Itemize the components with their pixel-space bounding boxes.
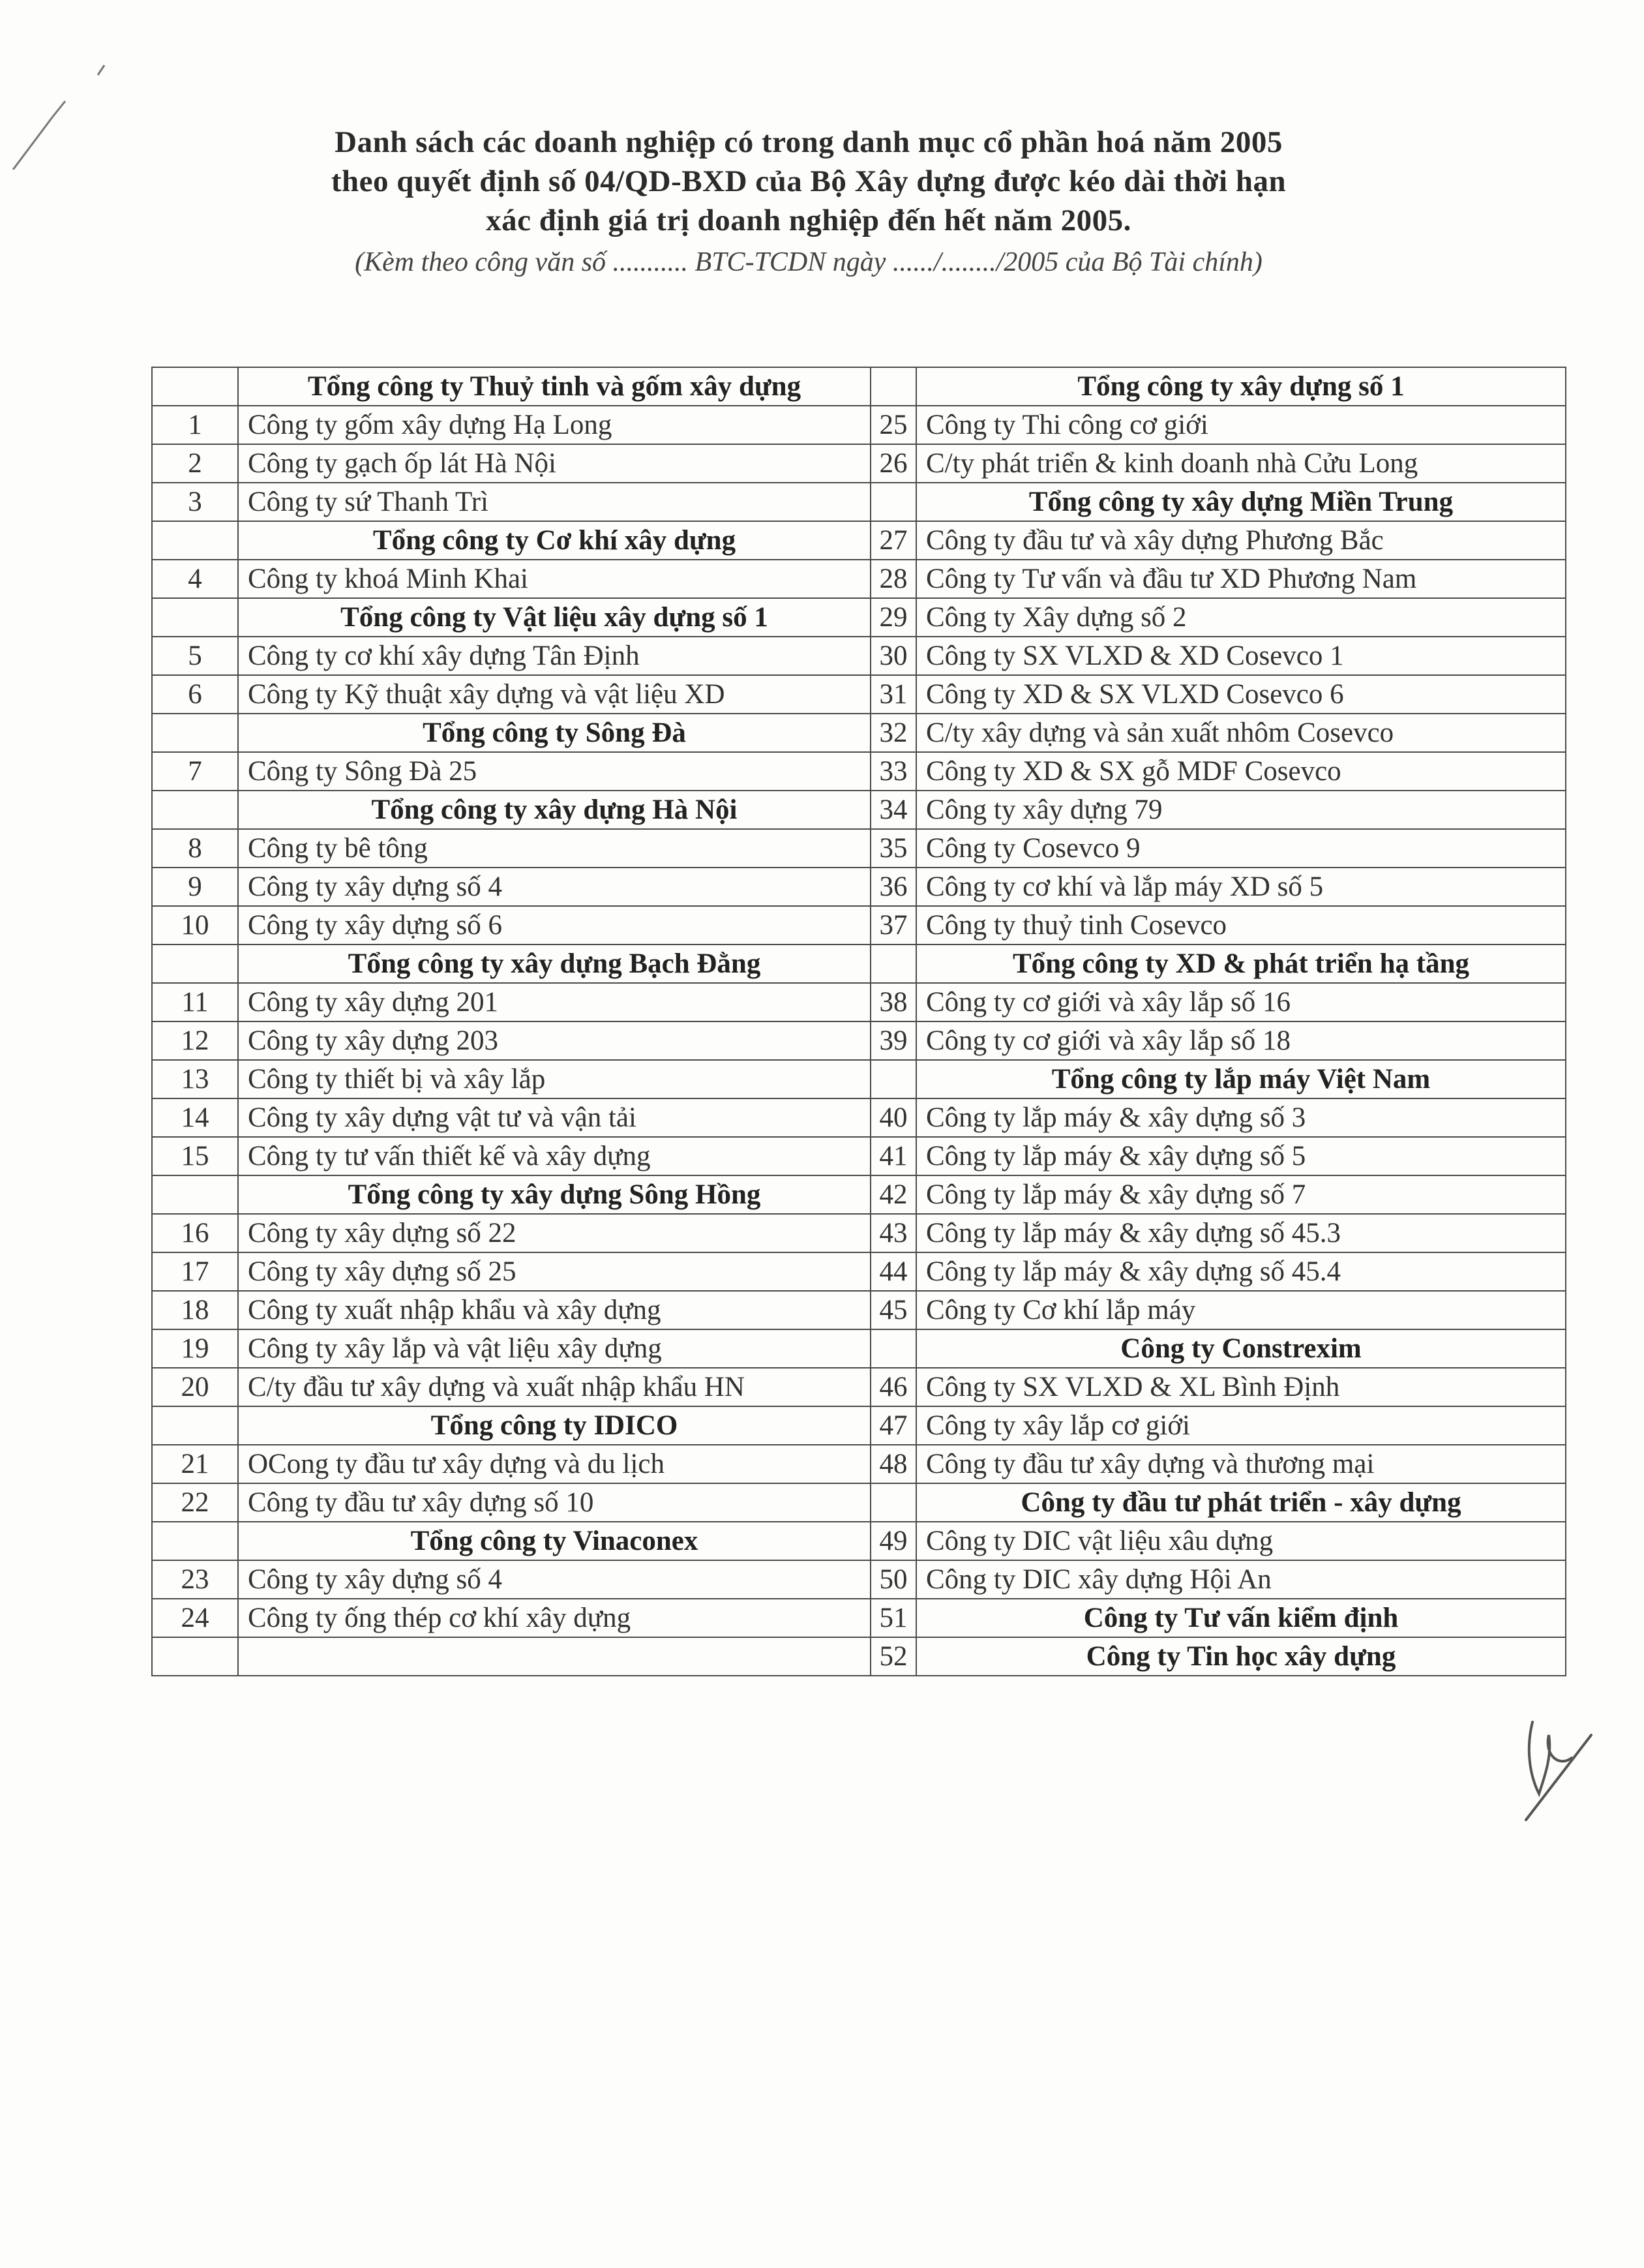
right-company-name: Công ty xây lắp cơ giới	[916, 1406, 1566, 1445]
right-company-name: Công ty cơ giới và xây lắp số 18	[916, 1021, 1566, 1060]
left-row-number	[152, 945, 238, 983]
left-row-number	[152, 791, 238, 829]
left-row-number: 22	[152, 1483, 238, 1522]
right-group-heading: Tổng công ty lắp máy Việt Nam	[916, 1060, 1566, 1098]
right-company-name: Công ty DIC xây dựng Hội An	[916, 1560, 1566, 1599]
right-row-number: 49	[871, 1522, 916, 1560]
left-company-name	[238, 1637, 871, 1676]
right-row-number	[871, 483, 916, 521]
right-row-number	[871, 1329, 916, 1368]
table-row	[152, 868, 1566, 906]
table-row	[152, 1291, 1566, 1329]
right-row-number	[871, 1483, 916, 1522]
right-group-heading: Tổng công ty xây dựng Miền Trung	[916, 483, 1566, 521]
right-company-name: Công ty lắp máy & xây dựng số 5	[916, 1137, 1566, 1175]
left-company-name: Công ty xây dựng số 22	[238, 1214, 871, 1252]
table-row	[152, 1175, 1566, 1214]
right-row-number: 28	[871, 560, 916, 598]
left-row-number	[152, 1522, 238, 1560]
table-row	[152, 1560, 1566, 1599]
left-row-number: 1	[152, 406, 238, 444]
table-body	[152, 367, 1566, 1676]
right-row-number: 31	[871, 675, 916, 714]
left-company-name: Công ty khoá Minh Khai	[238, 560, 871, 598]
left-row-number	[152, 598, 238, 637]
left-row-number: 16	[152, 1214, 238, 1252]
right-company-name: Công ty SX VLXD & XL Bình Định	[916, 1368, 1566, 1406]
left-row-number: 4	[152, 560, 238, 598]
scan-speck-mark	[0, 39, 130, 170]
table-row	[152, 1214, 1566, 1252]
left-company-name: Công ty xây dựng số 6	[238, 906, 871, 945]
left-company-name: Công ty xuất nhập khẩu và xây dựng	[238, 1291, 871, 1329]
signature-mark	[1513, 1696, 1617, 1826]
table-row	[152, 675, 1566, 714]
table-row	[152, 1329, 1566, 1368]
table-row	[152, 1098, 1566, 1137]
document-header	[196, 123, 1422, 280]
right-row-number: 47	[871, 1406, 916, 1445]
right-row-number	[871, 945, 916, 983]
left-company-name: Công ty xây dựng vật tư và vận tải	[238, 1098, 871, 1137]
left-row-number: 21	[152, 1445, 238, 1483]
left-company-name: Công ty Sông Đà 25	[238, 752, 871, 791]
table-row	[152, 791, 1566, 829]
left-group-heading: Tổng công ty xây dựng Hà Nội	[238, 791, 871, 829]
right-row-number: 44	[871, 1252, 916, 1291]
right-row-number: 52	[871, 1637, 916, 1676]
right-row-number: 33	[871, 752, 916, 791]
left-row-number: 9	[152, 868, 238, 906]
right-company-name: Công ty thuỷ tinh Cosevco	[916, 906, 1566, 945]
table-row	[152, 444, 1566, 483]
table-row	[152, 752, 1566, 791]
left-group-heading: Tổng công ty IDICO	[238, 1406, 871, 1445]
left-row-number: 14	[152, 1098, 238, 1137]
left-row-number: 20	[152, 1368, 238, 1406]
left-row-number: 2	[152, 444, 238, 483]
right-company-name: Công ty cơ giới và xây lắp số 16	[916, 983, 1566, 1021]
right-company-name: Công ty Xây dựng số 2	[916, 598, 1566, 637]
title-line-2: theo quyết định số 04/QD-BXD của Bộ Xây dựng được kéo dài thời hạn	[331, 164, 1287, 198]
right-row-number: 41	[871, 1137, 916, 1175]
table-row	[152, 1368, 1566, 1406]
left-group-heading: Tổng công ty Cơ khí xây dựng	[238, 521, 871, 560]
enterprise-table	[151, 367, 1566, 1676]
left-company-name: Công ty cơ khí xây dựng Tân Định	[238, 637, 871, 675]
right-company-name: Công ty xây dựng 79	[916, 791, 1566, 829]
right-group-heading: Công ty Constrexim	[916, 1329, 1566, 1368]
left-row-number: 5	[152, 637, 238, 675]
left-row-number: 13	[152, 1060, 238, 1098]
title-line-1: Danh sách các doanh nghiệp có trong danh mục cổ phần hoá năm 2005	[335, 125, 1283, 159]
right-company-name: Công ty XD & SX VLXD Cosevco 6	[916, 675, 1566, 714]
left-group-heading: Tổng công ty xây dựng Bạch Đằng	[238, 945, 871, 983]
table-row	[152, 1406, 1566, 1445]
left-company-name: Công ty ống thép cơ khí xây dựng	[238, 1599, 871, 1637]
left-row-number: 15	[152, 1137, 238, 1175]
table-row	[152, 1599, 1566, 1637]
right-company-name: Công ty Cosevco 9	[916, 829, 1566, 868]
table-row	[152, 1522, 1566, 1560]
left-company-name: Công ty bê tông	[238, 829, 871, 868]
right-company-name: Công ty SX VLXD & XD Cosevco 1	[916, 637, 1566, 675]
left-company-name: Công ty xây dựng 203	[238, 1021, 871, 1060]
right-company-name: Công ty đầu tư xây dựng và thương mại	[916, 1445, 1566, 1483]
left-row-number: 8	[152, 829, 238, 868]
left-row-number: 17	[152, 1252, 238, 1291]
left-row-number: 19	[152, 1329, 238, 1368]
left-company-name: Công ty xây dựng số 4	[238, 1560, 871, 1599]
left-row-number	[152, 367, 238, 406]
table-row	[152, 406, 1566, 444]
left-row-number	[152, 521, 238, 560]
right-group-heading: Công ty Tư vấn kiểm định	[916, 1599, 1566, 1637]
table-row	[152, 906, 1566, 945]
left-company-name: OCong ty đầu tư xây dựng và du lịch	[238, 1445, 871, 1483]
left-row-number: 3	[152, 483, 238, 521]
left-company-name: Công ty đầu tư xây dựng số 10	[238, 1483, 871, 1522]
left-row-number	[152, 714, 238, 752]
left-row-number	[152, 1175, 238, 1214]
right-group-heading: Công ty Tin học xây dựng	[916, 1637, 1566, 1676]
left-company-name: Công ty gốm xây dựng Hạ Long	[238, 406, 871, 444]
right-company-name: Công ty lắp máy & xây dựng số 45.3	[916, 1214, 1566, 1252]
document-subtitle: (Kèm theo công văn số ........... BTC-TCDN ngày ....../......../2005 của Bộ Tài chính)	[355, 247, 1263, 277]
table-row	[152, 829, 1566, 868]
left-group-heading: Tổng công ty xây dựng Sông Hồng	[238, 1175, 871, 1214]
right-row-number: 42	[871, 1175, 916, 1214]
right-row-number: 40	[871, 1098, 916, 1137]
title-line-3: xác định giá trị doanh nghiệp đến hết năm 2005.	[486, 204, 1131, 237]
left-row-number: 23	[152, 1560, 238, 1599]
left-row-number: 10	[152, 906, 238, 945]
right-row-number: 25	[871, 406, 916, 444]
table-row	[152, 1137, 1566, 1175]
right-company-name: C/ty xây dựng và sản xuất nhôm Cosevco	[916, 714, 1566, 752]
table-row	[152, 598, 1566, 637]
table-row	[152, 714, 1566, 752]
left-row-number: 24	[152, 1599, 238, 1637]
right-row-number: 51	[871, 1599, 916, 1637]
left-group-heading: Tổng công ty Thuỷ tinh và gốm xây dựng	[238, 367, 871, 406]
right-group-heading: Tổng công ty xây dựng số 1	[916, 367, 1566, 406]
left-company-name: C/ty đầu tư xây dựng và xuất nhập khẩu HN	[238, 1368, 871, 1406]
right-row-number: 27	[871, 521, 916, 560]
table-row	[152, 483, 1566, 521]
right-row-number: 37	[871, 906, 916, 945]
right-company-name: Công ty lắp máy & xây dựng số 7	[916, 1175, 1566, 1214]
right-row-number: 43	[871, 1214, 916, 1252]
right-group-heading: Tổng công ty XD & phát triển hạ tầng	[916, 945, 1566, 983]
right-row-number: 30	[871, 637, 916, 675]
right-row-number: 34	[871, 791, 916, 829]
table-row	[152, 560, 1566, 598]
table-row	[152, 1252, 1566, 1291]
right-row-number: 38	[871, 983, 916, 1021]
table-row	[152, 521, 1566, 560]
right-company-name: Công ty Thi công cơ giới	[916, 406, 1566, 444]
right-row-number: 36	[871, 868, 916, 906]
right-row-number: 35	[871, 829, 916, 868]
right-row-number: 48	[871, 1445, 916, 1483]
right-company-name: Công ty đầu tư và xây dựng Phương Bắc	[916, 521, 1566, 560]
left-row-number: 7	[152, 752, 238, 791]
right-row-number	[871, 367, 916, 406]
table-row	[152, 637, 1566, 675]
left-company-name: Công ty Kỹ thuật xây dựng và vật liệu XD	[238, 675, 871, 714]
left-company-name: Công ty gạch ốp lát Hà Nội	[238, 444, 871, 483]
table-row	[152, 1445, 1566, 1483]
left-row-number: 18	[152, 1291, 238, 1329]
table-row	[152, 1637, 1566, 1676]
left-group-heading: Tổng công ty Vật liệu xây dựng số 1	[238, 598, 871, 637]
right-row-number: 50	[871, 1560, 916, 1599]
right-company-name: Công ty Cơ khí lắp máy	[916, 1291, 1566, 1329]
left-row-number: 6	[152, 675, 238, 714]
left-row-number	[152, 1406, 238, 1445]
right-row-number	[871, 1060, 916, 1098]
right-company-name: Công ty lắp máy & xây dựng số 3	[916, 1098, 1566, 1137]
left-row-number	[152, 1637, 238, 1676]
right-group-heading: Công ty đầu tư phát triển - xây dựng	[916, 1483, 1566, 1522]
left-row-number: 11	[152, 983, 238, 1021]
table-row	[152, 1021, 1566, 1060]
right-row-number: 29	[871, 598, 916, 637]
right-company-name: Công ty cơ khí và lắp máy XD số 5	[916, 868, 1566, 906]
table-row	[152, 1483, 1566, 1522]
right-row-number: 45	[871, 1291, 916, 1329]
right-company-name: Công ty Tư vấn và đầu tư XD Phương Nam	[916, 560, 1566, 598]
right-company-name: C/ty phát triển & kinh doanh nhà Cửu Long	[916, 444, 1566, 483]
left-company-name: Công ty xây dựng số 4	[238, 868, 871, 906]
left-company-name: Công ty xây dựng 201	[238, 983, 871, 1021]
right-company-name: Công ty DIC vật liệu xâu dựng	[916, 1522, 1566, 1560]
left-group-heading: Tổng công ty Vinaconex	[238, 1522, 871, 1560]
right-row-number: 39	[871, 1021, 916, 1060]
right-company-name: Công ty lắp máy & xây dựng số 45.4	[916, 1252, 1566, 1291]
left-company-name: Công ty xây dựng số 25	[238, 1252, 871, 1291]
table-row	[152, 945, 1566, 983]
right-row-number: 26	[871, 444, 916, 483]
table-row	[152, 1060, 1566, 1098]
left-company-name: Công ty xây lắp và vật liệu xây dựng	[238, 1329, 871, 1368]
right-row-number: 32	[871, 714, 916, 752]
right-company-name: Công ty XD & SX gỗ MDF Cosevco	[916, 752, 1566, 791]
left-company-name: Công ty thiết bị và xây lắp	[238, 1060, 871, 1098]
left-company-name: Công ty sứ Thanh Trì	[238, 483, 871, 521]
left-company-name: Công ty tư vấn thiết kế và xây dựng	[238, 1137, 871, 1175]
table-row	[152, 983, 1566, 1021]
table-row	[152, 367, 1566, 406]
left-group-heading: Tổng công ty Sông Đà	[238, 714, 871, 752]
right-row-number: 46	[871, 1368, 916, 1406]
left-row-number: 12	[152, 1021, 238, 1060]
